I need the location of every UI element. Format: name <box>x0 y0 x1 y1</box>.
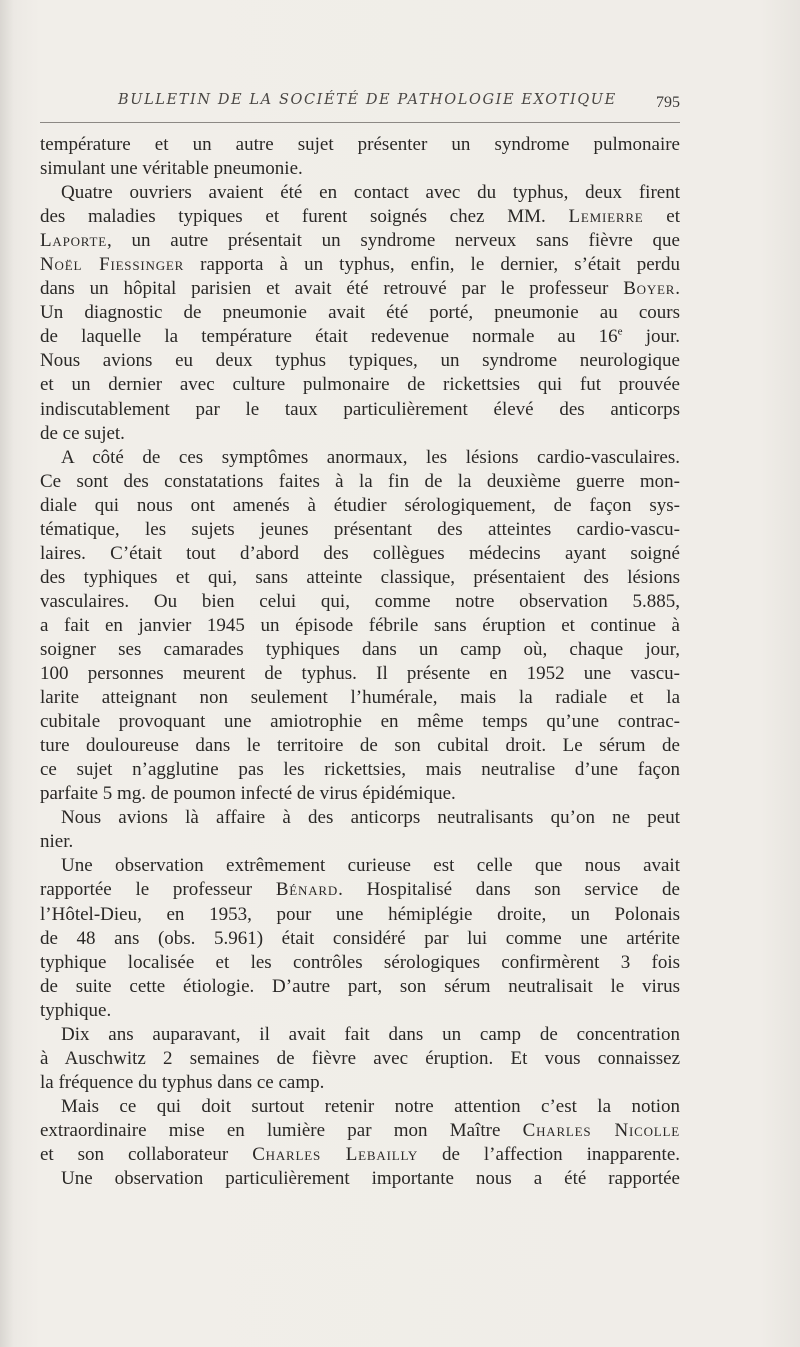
text-line: Nous avions eu deux typhus typiques, un syndrome neurologique <box>40 350 680 372</box>
text-line: Une observation particulièrement importante nous a été rapportée <box>61 1168 680 1190</box>
text-line: ture douloureuse dans le territoire de son cubital droit. Le sérum de <box>40 735 680 757</box>
author-name: Boyer <box>623 278 676 300</box>
text-line: et un dernier avec culture pulmonaire de rickettsies qui fut prouvée <box>40 374 680 396</box>
author-name: Laporte <box>40 230 107 252</box>
text-line: Mais ce qui doit surtout retenir notre attention c’est la notion <box>61 1095 680 1117</box>
text-line: larite atteignant non seulement l’humérale, mais la radiale et la <box>40 687 680 709</box>
text-line: de suite cette étiologie. D’autre part, son sérum neutralisait le virus <box>40 975 680 997</box>
text-line: température et un autre sujet présenter un syndrome pulmonaire <box>40 134 680 155</box>
text-line: cubitale provoquant une amiotrophie en même temps qu’une contrac- <box>40 711 680 733</box>
text-line: Noël Fiessinger rapporta à un typhus, enfin, le dernier, s’était perdu <box>40 254 680 276</box>
text-line: typhique. <box>40 999 112 1021</box>
text-line: laires. C’était tout d’abord des collègues médecins ayant soigné <box>40 542 680 564</box>
text-line: diale qui nous ont amenés à étudier sérologiquement, de façon sys- <box>40 494 680 516</box>
text-line: soigner ses camarades typhiques dans un camp où, chaque jour, <box>40 638 680 660</box>
text-line: extraordinaire mise en lumière par mon Maître Charles Nicolle <box>40 1119 680 1141</box>
text-line: et son collaborateur Charles Lebailly de l’affection inapparente. <box>40 1143 680 1165</box>
text-line: rapportée le professeur Bénard. Hospitalisé dans son service de <box>40 879 680 901</box>
text-line: de laquelle la température était redevenue normale au 16e jour. <box>40 326 681 348</box>
text-line: tématique, les sujets jeunes présentant des atteintes cardio-vascu- <box>40 518 680 540</box>
text-line: typhique localisée et les contrôles sérologiques confirmèrent 3 fois <box>40 951 680 973</box>
text-line: indiscutablement par le taux particulièrement élevé des anticorps <box>40 398 680 420</box>
author-name: Lemierre <box>568 206 644 228</box>
text-line: vasculaires. Ou bien celui qui, comme notre observation 5.885, <box>40 590 680 612</box>
text-line: Une observation extrêmement curieuse est celle que nous avait <box>61 855 680 877</box>
page-number: 795 <box>656 94 680 111</box>
text-line: des maladies typiques et furent soignés chez MM. Lemierre et <box>40 206 680 228</box>
author-name: Noël Fiessinger <box>40 254 185 276</box>
author-name: Bénard <box>275 879 339 901</box>
text-line: 100 personnes meurent de typhus. Il présente en 1952 une vascu- <box>40 663 680 685</box>
text-line: simulant une véritable pneumonie. <box>40 158 303 180</box>
text-line: nier. <box>40 831 74 853</box>
text-line: A côté de ces symptômes anormaux, les lésions cardio-vasculaires. <box>61 446 680 468</box>
text-line: à Auschwitz 2 semaines de fièvre avec éruption. Et vous connaissez <box>40 1047 680 1069</box>
text-line: a fait en janvier 1945 un épisode fébrile sans éruption et continue à <box>40 614 680 636</box>
author-name: Charles Nicolle <box>522 1119 680 1141</box>
text-line: Dix ans auparavant, il avait fait dans un camp de concentration <box>61 1023 680 1045</box>
text-line: Laporte, un autre présentait un syndrome nerveux sans fièvre que <box>40 230 680 252</box>
text-line: l’Hôtel-Dieu, en 1953, pour une hémiplégie droite, un Polonais <box>40 903 680 925</box>
text-line: parfaite 5 mg. de poumon infecté de virus épidémique. <box>40 783 456 805</box>
text-line: dans un hôpital parisien et avait été retrouvé par le professeur Boyer. <box>40 278 680 300</box>
text-line: Un diagnostic de pneumonie avait été porté, pneumonie au cours <box>40 302 680 324</box>
text-line: ce sujet n’agglutine pas les rickettsies, mais neutralise d’une façon <box>40 759 680 781</box>
text-line: Quatre ouvriers avaient été en contact avec du typhus, deux firent <box>61 182 680 204</box>
header-rule <box>40 122 680 123</box>
text-line: de 48 ans (obs. 5.961) était considéré par lui comme une artérite <box>40 927 680 949</box>
page-header <box>40 90 680 116</box>
text-line: Ce sont des constatations faites à la fin de la deuxième guerre mon- <box>40 470 680 492</box>
text-line: de ce sujet. <box>40 422 125 444</box>
body-text <box>40 133 680 1191</box>
running-head: BULLETIN DE LA SOCIÉTÉ DE PATHOLOGIE EXOTIQUE <box>118 92 617 108</box>
text-line: la fréquence du typhus dans ce camp. <box>40 1071 325 1093</box>
author-name: Charles Lebailly <box>252 1143 419 1165</box>
text-line: des typhiques et qui, sans atteinte classique, présentaient des lésions <box>40 566 680 588</box>
text-line: Nous avions là affaire à des anticorps neutralisants qu’on ne peut <box>61 807 680 829</box>
